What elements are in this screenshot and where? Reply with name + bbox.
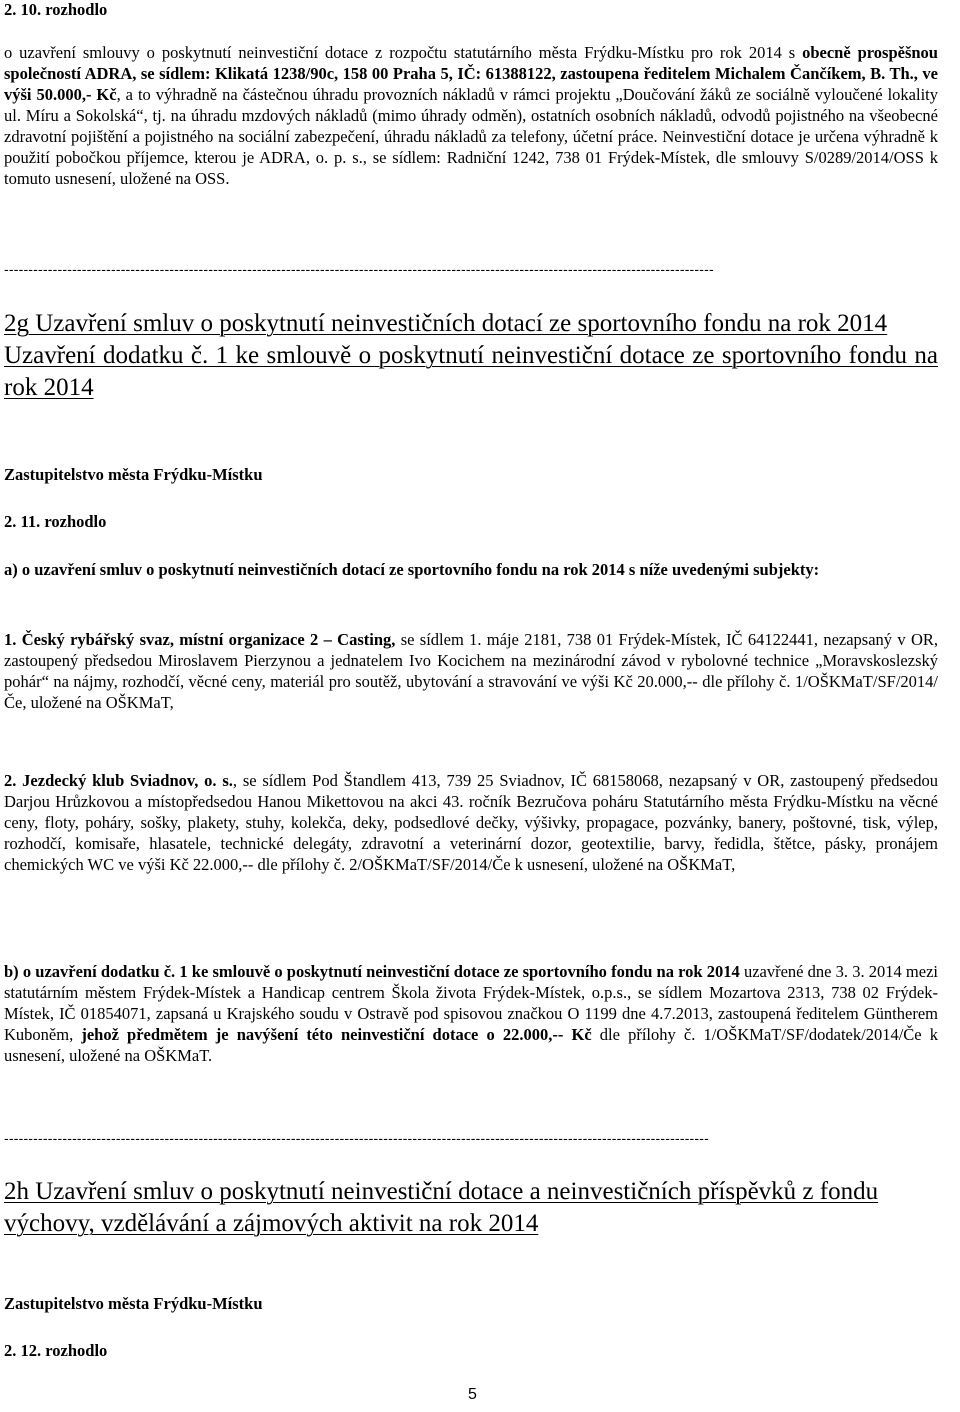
section-title: 2h Uzavření smluv o poskytnutí neinvestiční dotace a neinvestičních příspěvků z fondu výchovy, vzdělávání a zájmových aktivit na rok 2014 (4, 1178, 879, 1237)
decision-heading: 2. 12. rozhodlo (4, 1341, 108, 1360)
decision-2-10-body (4, 42, 938, 238)
document-page (4, 0, 938, 1412)
entry-2 (4, 770, 938, 875)
entry-paragraph (4, 770, 938, 875)
decision-heading: 2. 11. rozhodlo (4, 512, 107, 531)
page-number: 5 (468, 1386, 477, 1403)
entry-name: 2. Jezdecký klub Sviadnov, o. s. (4, 771, 233, 790)
body-name: Zastupitelstvo města Frýdku-Místku (4, 1294, 263, 1313)
item-a (4, 559, 938, 581)
entry-1 (4, 629, 938, 713)
entry-text: se sídlem 1. máje 2181, 738 01 Frýdek-Místek, IČ 64122441, nezapsaný v OR, zastoupený předsedou Miroslavem Pierzynou a jednatelem Ivo Kocichem na mezinárodní závod v rybolovné technice „Moravskoslezský pohár“ na nájmy, rozhodčí, věcné ceny, materiál pro soutěž, ubytování a stravování ve výši Kč 20.000,-- dle přílohy č. 1/OŠKMaT/SF/2014/Če, uložené na OŠKMaT, (4, 630, 938, 712)
section-2h-title (4, 1176, 938, 1240)
item-b-bold: jehož předmětem je navýšení této neinvestiční dotace o 22.000,-- Kč (81, 1025, 592, 1044)
separator-line: ------------------------------------------------------------------------------------------------------------------------------------------------- (4, 1130, 710, 1146)
recipient-name: obecně prospěšnou společností ADRA, se sídlem: Klikatá 1238/90c, 158 00 Praha 5, IČ: 61388122, zastoupena ředitelem Michalem Čančíkem, B. Th. (4, 43, 938, 83)
item-b-text: dle přílohy č. 1/OŠKMaT/SF/dodatek/2014/Če k usnesení, uložené na OŠKMaT. (4, 1025, 939, 1065)
entry-paragraph (4, 629, 938, 713)
decision-paragraph (4, 42, 938, 189)
entry-name: 1. Český rybářský svaz, místní organizace 2 – Casting, (4, 630, 396, 649)
text-segment: o uzavření smlouvy o poskytnutí neinvestiční dotace z rozpočtu statutárního města Frýdku-Místku pro rok 2014 s (4, 43, 803, 62)
entry-text: , se sídlem Pod Štandlem 413, 739 25 Sviadnov, IČ 68158068, nezapsaný v OR, zastoupený předsedou Darjou Hrůzkovou a místopředsedou Hanou Mikettovou na akci 43. ročník Bezručova poháru Statutárního města Frýdku-Místku na věcné ceny, floty, poháry, sošky, plakety, stuhy, kolekča, deky, podsedlové dečky, výšivky, propagace, pozvánky, banery, poštovné, tisk, výlep, rozhodčí, komisaře, hlasatele, technické delegáty, zdravotní a veterinární dozor, geotextilie, barvy, ředidla, štětce, pásky, pronájem chemických WC ve výši Kč 22.000,-- dle přílohy č. 2/OŠKMaT/SF/2014/Če k usnesení, uložené na OŠKMaT, (4, 771, 938, 874)
item-b-text: uzavřené dne 3. 3. 2014 mezi statutárním městem Frýdek-Místek a Handicap centrem Škola života Frýdek-Místek, o.p.s., se sídlem Mozartova 2313, 738 02 Frýdek-Místek, IČ 01854071, zapsaná u Krajského soudu v Ostravě pod spisovou značkou O 1199 dne 4.7.2013, zastoupená ředitelem Güntherem Kuboněm, (4, 962, 938, 1044)
section-title: 2g Uzavření smluv o poskytnutí neinvestičních dotací ze sportovního fondu na rok 2014 (4, 310, 888, 337)
item-b-paragraph (4, 961, 938, 1066)
item-a-text: a) o uzavření smluv o poskytnutí neinvestičních dotací ze sportovního fondu na rok 2014 s níže uvedenými subjekty: (4, 560, 820, 579)
item-b (4, 961, 938, 1066)
section-subtitle: Uzavření dodatku č. 1 ke smlouvě o poskytnutí neinvestiční dotace ze sportovního fondu na rok 2014 (4, 342, 938, 401)
item-b-lead: b) o uzavření dodatku č. 1 ke smlouvě o poskytnutí neinvestiční dotace ze sportovního fondu na rok 2014 (4, 962, 740, 981)
text-segment: , a to výhradně na částečnou úhradu provozních nákladů v rámci projektu „Doučování žáků ze sociálně vyloučené lokality ul. Míru a Sokolská“, tj. na úhradu mzdových nákladů (mimo úhrady odměn), ostatních osobních nákladů, odvodů pojistného na všeobecné zdravotní pojištění a pojistného na sociální zabezpečení, úhradu nákladů za telefony, účetní práce. Neinvestiční dotace je určena výhradně k použití pobočkou příjemce, kterou je ADRA, o. p. s., se sídlem: Radniční 1242, 738 01 Frýdek-Místek, dle smlouvy S/0289/2014/OSS k tomuto usnesení, uložené na OSS. (4, 85, 938, 188)
decision-2-10 (4, 0, 938, 20)
section-2g-title (4, 308, 938, 404)
text-segment: , ve výši 50.000,- Kč (4, 64, 938, 104)
decision-heading: 2. 10. rozhodlo (4, 0, 108, 19)
body-name: Zastupitelstvo města Frýdku-Místku (4, 465, 263, 484)
separator-line: -------------------------------------------------------------------------------------------------------------------------------------------------- (4, 261, 714, 277)
